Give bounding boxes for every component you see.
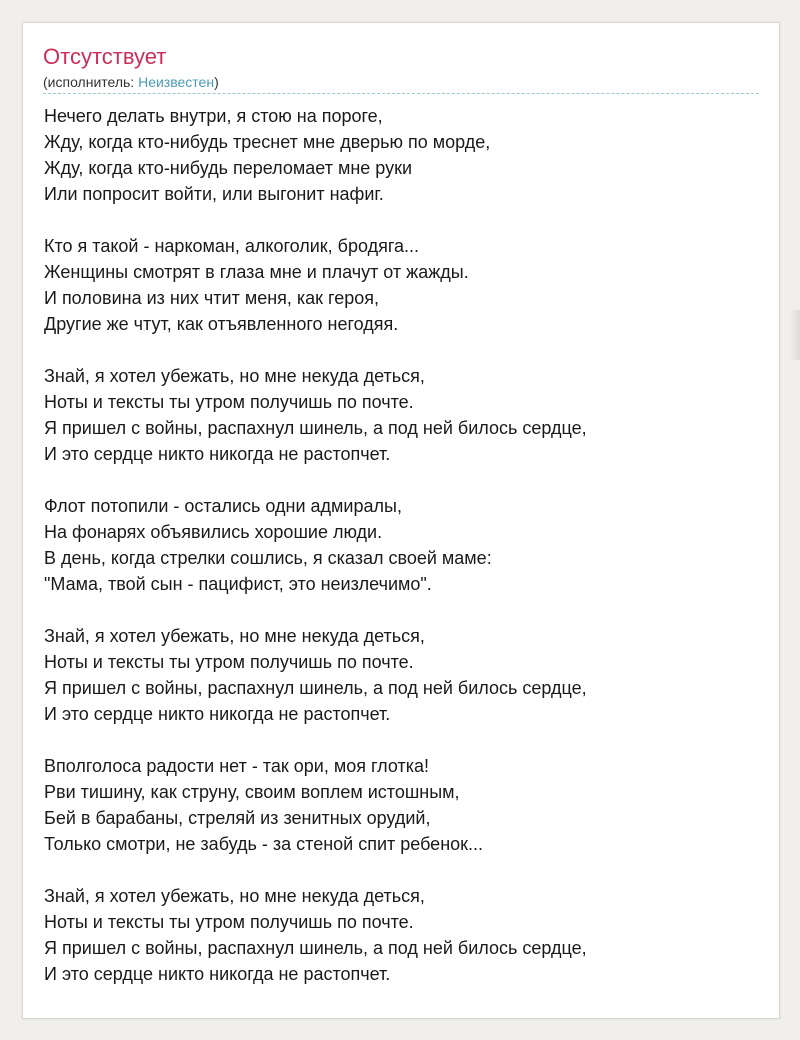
lyric-line: "Мама, твой сын - пацифист, это неизлечимо". bbox=[44, 574, 432, 594]
stanza bbox=[44, 233, 764, 337]
lyric-line: И это сердце никто никогда не растопчет. bbox=[44, 964, 391, 984]
lyric-line: Флот потопили - остались одни адмиралы, bbox=[44, 496, 402, 516]
lyric-line: Рви тишину, как струну, своим воплем истошным, bbox=[44, 782, 460, 802]
lyric-line: Жду, когда кто-нибудь треснет мне дверью по морде, bbox=[44, 132, 491, 152]
lyric-line: Знай, я хотел убежать, но мне некуда деться, bbox=[44, 366, 425, 386]
stanza bbox=[44, 623, 764, 727]
lyric-line: Я пришел с войны, распахнул шинель, а под ней билось сердце, bbox=[44, 938, 587, 958]
lyric-line: Другие же чтут, как отъявленного негодяя. bbox=[44, 314, 399, 334]
stanza bbox=[44, 363, 764, 467]
lyric-line: Ноты и тексты ты утром получишь по почте. bbox=[44, 652, 414, 672]
lyric-line: Жду, когда кто-нибудь переломает мне руки bbox=[44, 158, 413, 178]
artist-link[interactable]: Неизвестен bbox=[138, 74, 215, 90]
lyric-line: Или попросит войти, или выгонит нафиг. bbox=[44, 184, 384, 204]
lyric-line: Я пришел с войны, распахнул шинель, а под ней билось сердце, bbox=[44, 678, 587, 698]
lyric-line: Женщины смотрят в глаза мне и плачут от жажды. bbox=[44, 262, 469, 282]
stanza bbox=[44, 883, 764, 987]
lyric-line: И это сердце никто никогда не растопчет. bbox=[44, 444, 391, 464]
lyric-line: Бей в барабаны, стреляй из зенитных орудий, bbox=[44, 808, 431, 828]
lyric-line: Я пришел с войны, распахнул шинель, а под ней билось сердце, bbox=[44, 418, 587, 438]
lyric-line: Ноты и тексты ты утром получишь по почте. bbox=[44, 392, 414, 412]
title-divider bbox=[43, 93, 759, 94]
page-edge-shadow bbox=[790, 310, 800, 360]
lyric-line: Вполголоса радости нет - так ори, моя глотка! bbox=[44, 756, 429, 776]
lyric-line: На фонарях объявились хорошие люди. bbox=[44, 522, 383, 542]
lyric-line: Ноты и тексты ты утром получишь по почте. bbox=[44, 912, 414, 932]
lyric-line: Знай, я хотел убежать, но мне некуда деться, bbox=[44, 626, 425, 646]
lyrics-card bbox=[22, 22, 780, 1019]
lyric-line: Нечего делать внутри, я стою на пороге, bbox=[44, 106, 383, 126]
lyric-line: И половина из них чтит меня, как героя, bbox=[44, 288, 379, 308]
lyric-line: В день, когда стрелки сошлись, я сказал своей маме: bbox=[44, 548, 492, 568]
artist-suffix: ) bbox=[214, 74, 219, 90]
lyric-line: Знай, я хотел убежать, но мне некуда деться, bbox=[44, 886, 425, 906]
lyric-line: Кто я такой - наркоман, алкоголик, бродяга... bbox=[44, 236, 420, 256]
lyric-line: И это сердце никто никогда не растопчет. bbox=[44, 704, 391, 724]
song-title: Отсутствует bbox=[43, 44, 167, 69]
stanza bbox=[44, 753, 764, 857]
artist-prefix: (исполнитель: bbox=[43, 74, 139, 90]
stanza bbox=[44, 493, 764, 597]
artist-line bbox=[43, 73, 219, 91]
lyric-line: Только смотри, не забудь - за стеной спит ребенок... bbox=[44, 834, 484, 854]
stanza bbox=[44, 103, 764, 207]
lyrics-body bbox=[44, 103, 764, 1013]
